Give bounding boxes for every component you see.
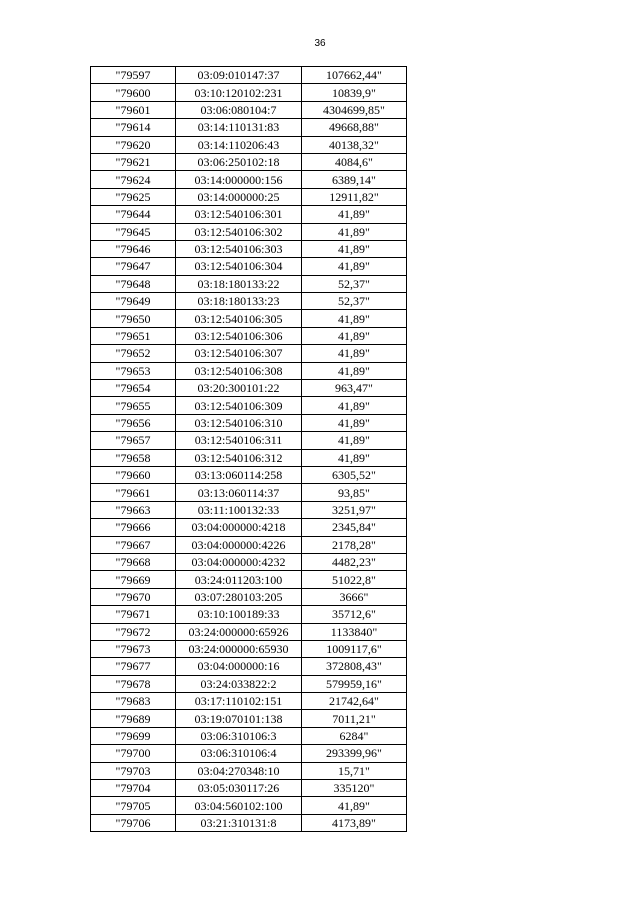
value-cell: 12911,82" <box>302 188 407 205</box>
table-row <box>91 101 407 118</box>
table-row <box>91 153 407 170</box>
id-cell: "79620 <box>91 136 176 153</box>
value-cell: 41,89" <box>302 449 407 466</box>
cadastral-number-cell: 03:14:110206:43 <box>176 136 302 153</box>
cadastral-number-cell: 03:20:300101:22 <box>176 380 302 397</box>
value-cell: 2345,84" <box>302 519 407 536</box>
table-row <box>91 293 407 310</box>
value-cell: 41,89" <box>302 327 407 344</box>
table-row <box>91 414 407 431</box>
table-row <box>91 484 407 501</box>
table-row <box>91 727 407 744</box>
value-cell: 41,89" <box>302 432 407 449</box>
value-cell: 6389,14" <box>302 171 407 188</box>
cadastral-number-cell: 03:19:070101:138 <box>176 710 302 727</box>
cadastral-number-cell: 03:09:010147:37 <box>176 67 302 84</box>
id-cell: "79683 <box>91 693 176 710</box>
value-cell: 41,89" <box>302 206 407 223</box>
id-cell: "79699 <box>91 727 176 744</box>
value-cell: 40138,32" <box>302 136 407 153</box>
cadastral-number-cell: 03:04:000000:4226 <box>176 536 302 553</box>
id-cell: "79705 <box>91 797 176 814</box>
cadastral-number-cell: 03:07:280103:205 <box>176 588 302 605</box>
cadastral-number-cell: 03:12:540106:311 <box>176 432 302 449</box>
table-row <box>91 658 407 675</box>
id-cell: "79647 <box>91 258 176 275</box>
id-cell: "79656 <box>91 414 176 431</box>
id-cell: "79601 <box>91 101 176 118</box>
value-cell: 2178,28" <box>302 536 407 553</box>
cadastral-number-cell: 03:14:000000:156 <box>176 171 302 188</box>
cadastral-number-cell: 03:06:080104:7 <box>176 101 302 118</box>
cadastral-number-cell: 03:06:310106:4 <box>176 745 302 762</box>
id-cell: "79669 <box>91 571 176 588</box>
id-cell: "79597 <box>91 67 176 84</box>
id-cell: "79670 <box>91 588 176 605</box>
id-cell: "79625 <box>91 188 176 205</box>
value-cell: 6305,52" <box>302 466 407 483</box>
cadastral-number-cell: 03:06:310106:3 <box>176 727 302 744</box>
id-cell: "79654 <box>91 380 176 397</box>
cadastral-number-cell: 03:04:000000:4232 <box>176 553 302 570</box>
page-number: 36 <box>314 38 326 49</box>
cadastral-number-cell: 03:24:011203:100 <box>176 571 302 588</box>
data-table <box>90 66 407 832</box>
id-cell: "79673 <box>91 640 176 657</box>
table-row <box>91 588 407 605</box>
table-row <box>91 710 407 727</box>
cadastral-number-cell: 03:12:540106:309 <box>176 397 302 414</box>
table-row <box>91 258 407 275</box>
cadastral-number-cell: 03:12:540106:312 <box>176 449 302 466</box>
id-cell: "79614 <box>91 119 176 136</box>
cadastral-number-cell: 03:13:060114:37 <box>176 484 302 501</box>
cadastral-number-cell: 03:12:540106:308 <box>176 362 302 379</box>
cadastral-number-cell: 03:04:000000:4218 <box>176 519 302 536</box>
cadastral-number-cell: 03:12:540106:306 <box>176 327 302 344</box>
id-cell: "79650 <box>91 310 176 327</box>
id-cell: "79652 <box>91 345 176 362</box>
table-row <box>91 675 407 692</box>
value-cell: 41,89" <box>302 223 407 240</box>
value-cell: 35712,6" <box>302 606 407 623</box>
value-cell: 3666" <box>302 588 407 605</box>
cadastral-number-cell: 03:13:060114:258 <box>176 466 302 483</box>
id-cell: "79658 <box>91 449 176 466</box>
value-cell: 293399,96" <box>302 745 407 762</box>
value-cell: 41,89" <box>302 240 407 257</box>
cadastral-number-cell: 03:06:250102:18 <box>176 153 302 170</box>
value-cell: 21742,64" <box>302 693 407 710</box>
value-cell: 6284" <box>302 727 407 744</box>
cadastral-number-cell: 03:12:540106:310 <box>176 414 302 431</box>
value-cell: 41,89" <box>302 362 407 379</box>
id-cell: "79645 <box>91 223 176 240</box>
table-row <box>91 432 407 449</box>
cadastral-number-cell: 03:18:180133:23 <box>176 293 302 310</box>
id-cell: "79672 <box>91 623 176 640</box>
table-row <box>91 501 407 518</box>
value-cell: 49668,88" <box>302 119 407 136</box>
value-cell: 41,89" <box>302 258 407 275</box>
value-cell: 52,37" <box>302 275 407 292</box>
cadastral-number-cell: 03:11:100132:33 <box>176 501 302 518</box>
cadastral-number-cell: 03:14:000000:25 <box>176 188 302 205</box>
value-cell: 579959,16" <box>302 675 407 692</box>
cadastral-number-cell: 03:24:033822:2 <box>176 675 302 692</box>
table-body <box>91 67 407 832</box>
id-cell: "79668 <box>91 553 176 570</box>
table-row <box>91 380 407 397</box>
value-cell: 1009117,6" <box>302 640 407 657</box>
table-row <box>91 606 407 623</box>
table-row <box>91 762 407 779</box>
table-row <box>91 119 407 136</box>
cadastral-number-cell: 03:18:180133:22 <box>176 275 302 292</box>
value-cell: 107662,44" <box>302 67 407 84</box>
cadastral-number-cell: 03:04:000000:16 <box>176 658 302 675</box>
table-row <box>91 136 407 153</box>
cadastral-number-cell: 03:17:110102:151 <box>176 693 302 710</box>
value-cell: 372808,43" <box>302 658 407 675</box>
table-row <box>91 536 407 553</box>
table-row <box>91 571 407 588</box>
cadastral-number-cell: 03:12:540106:303 <box>176 240 302 257</box>
value-cell: 52,37" <box>302 293 407 310</box>
value-cell: 41,89" <box>302 310 407 327</box>
value-cell: 335120" <box>302 780 407 797</box>
table-row <box>91 640 407 657</box>
value-cell: 41,89" <box>302 397 407 414</box>
cadastral-number-cell: 03:24:000000:65930 <box>176 640 302 657</box>
value-cell: 3251,97" <box>302 501 407 518</box>
value-cell: 4482,23" <box>302 553 407 570</box>
id-cell: "79703 <box>91 762 176 779</box>
table-row <box>91 623 407 640</box>
id-cell: "79666 <box>91 519 176 536</box>
id-cell: "79689 <box>91 710 176 727</box>
table-row <box>91 327 407 344</box>
id-cell: "79646 <box>91 240 176 257</box>
table-row <box>91 449 407 466</box>
table-row <box>91 693 407 710</box>
id-cell: "79624 <box>91 171 176 188</box>
id-cell: "79667 <box>91 536 176 553</box>
id-cell: "79644 <box>91 206 176 223</box>
cadastral-number-cell: 03:21:310131:8 <box>176 814 302 831</box>
table-row <box>91 188 407 205</box>
id-cell: "79671 <box>91 606 176 623</box>
id-cell: "79655 <box>91 397 176 414</box>
value-cell: 963,47" <box>302 380 407 397</box>
value-cell: 41,89" <box>302 414 407 431</box>
table-row <box>91 67 407 84</box>
table-row <box>91 814 407 831</box>
cadastral-number-cell: 03:10:120102:231 <box>176 84 302 101</box>
table-row <box>91 780 407 797</box>
value-cell: 41,89" <box>302 345 407 362</box>
cadastral-number-cell: 03:05:030117:26 <box>176 780 302 797</box>
value-cell: 10839,9" <box>302 84 407 101</box>
id-cell: "79648 <box>91 275 176 292</box>
id-cell: "79651 <box>91 327 176 344</box>
table-row <box>91 310 407 327</box>
table-row <box>91 397 407 414</box>
id-cell: "79657 <box>91 432 176 449</box>
table-row <box>91 240 407 257</box>
cadastral-number-cell: 03:12:540106:307 <box>176 345 302 362</box>
value-cell: 41,89" <box>302 797 407 814</box>
id-cell: "79649 <box>91 293 176 310</box>
table-row <box>91 553 407 570</box>
table-row <box>91 171 407 188</box>
cadastral-number-cell: 03:04:560102:100 <box>176 797 302 814</box>
id-cell: "79704 <box>91 780 176 797</box>
cadastral-number-cell: 03:10:100189:33 <box>176 606 302 623</box>
cadastral-number-cell: 03:24:000000:65926 <box>176 623 302 640</box>
id-cell: "79678 <box>91 675 176 692</box>
id-cell: "79677 <box>91 658 176 675</box>
id-cell: "79663 <box>91 501 176 518</box>
table-row <box>91 84 407 101</box>
table-row <box>91 797 407 814</box>
cadastral-number-cell: 03:12:540106:301 <box>176 206 302 223</box>
table-row <box>91 275 407 292</box>
id-cell: "79706 <box>91 814 176 831</box>
table-row <box>91 466 407 483</box>
cadastral-number-cell: 03:12:540106:304 <box>176 258 302 275</box>
table-row <box>91 745 407 762</box>
table-row <box>91 223 407 240</box>
cadastral-number-cell: 03:04:270348:10 <box>176 762 302 779</box>
value-cell: 93,85" <box>302 484 407 501</box>
id-cell: "79700 <box>91 745 176 762</box>
id-cell: "79653 <box>91 362 176 379</box>
cadastral-number-cell: 03:12:540106:305 <box>176 310 302 327</box>
id-cell: "79660 <box>91 466 176 483</box>
cadastral-number-cell: 03:14:110131:83 <box>176 119 302 136</box>
value-cell: 51022,8" <box>302 571 407 588</box>
value-cell: 1133840" <box>302 623 407 640</box>
value-cell: 15,71" <box>302 762 407 779</box>
id-cell: "79621 <box>91 153 176 170</box>
value-cell: 4084,6" <box>302 153 407 170</box>
table-row <box>91 519 407 536</box>
value-cell: 4173,89" <box>302 814 407 831</box>
table-row <box>91 362 407 379</box>
value-cell: 4304699,85" <box>302 101 407 118</box>
table-row <box>91 345 407 362</box>
id-cell: "79661 <box>91 484 176 501</box>
table-row <box>91 206 407 223</box>
cadastral-number-cell: 03:12:540106:302 <box>176 223 302 240</box>
id-cell: "79600 <box>91 84 176 101</box>
value-cell: 7011,21" <box>302 710 407 727</box>
